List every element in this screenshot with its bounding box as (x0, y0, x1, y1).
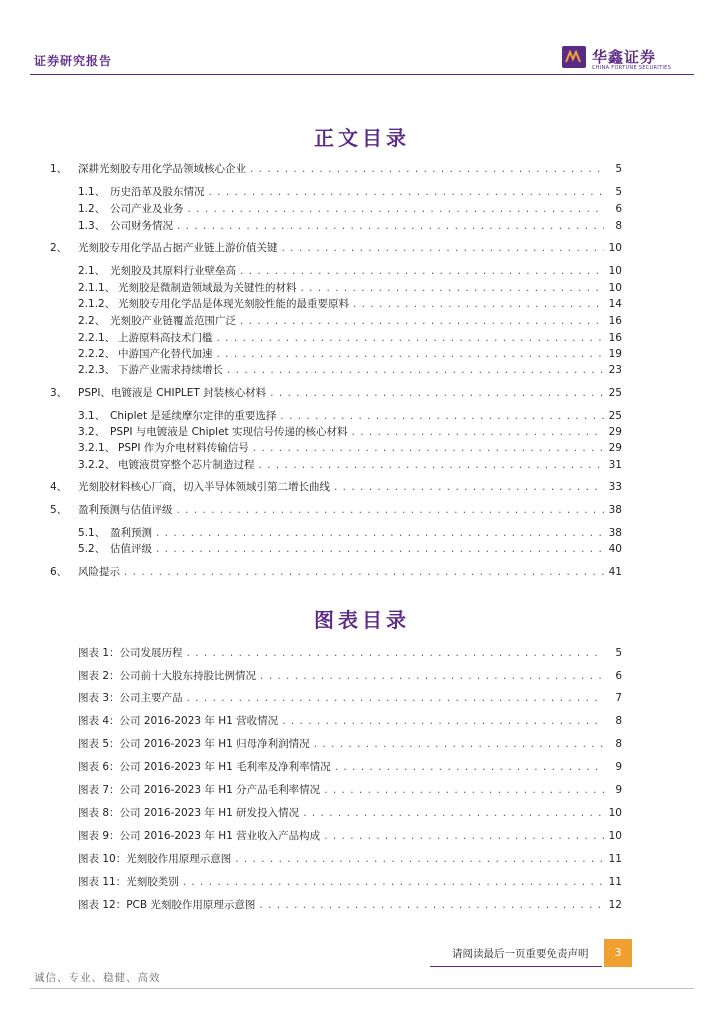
toc-entry-page: 8 (615, 220, 622, 232)
toc-entry-number: 2.1.1、 (78, 282, 116, 294)
toc-entry[interactable] (50, 385, 622, 400)
toc-entry-page: 38 (608, 504, 622, 516)
toc-entry[interactable] (50, 161, 622, 176)
toc-entry-number: 3.1、 (78, 410, 106, 422)
toc-leader (259, 459, 605, 471)
toc-entry-number: 1.3、 (78, 220, 106, 232)
figure-entry[interactable] (78, 736, 622, 751)
toc-leader (124, 566, 604, 578)
figure-entry-page: 10 (608, 830, 622, 842)
toc-leader (183, 876, 604, 888)
toc-entry-number: 2.2.3、 (78, 364, 116, 376)
figure-entry-page: 9 (615, 784, 622, 796)
toc-entry-number: 4、 (50, 481, 68, 493)
toc-leader (156, 543, 604, 555)
toc-entry-text: PSPI、电镀液是 CHIPLET 封装核心材料 (78, 387, 267, 399)
figure-entry-text: 图表 2：公司前十大股东持股比例情况 (78, 670, 257, 682)
toc-leader (260, 670, 604, 682)
toc-entry-text: 光刻胶专用化学品占据产业链上游价值关键 (78, 242, 278, 254)
toc-leader (177, 220, 604, 232)
figure-entry[interactable] (78, 668, 622, 683)
toc-entry-page: 41 (608, 566, 622, 578)
report-type-label: 证券研究报告 (34, 54, 113, 68)
figure-entry-text: 图表 11：光刻胶类别 (78, 876, 179, 888)
toc-entry[interactable] (50, 564, 622, 579)
toc-entry-page: 10 (608, 282, 622, 294)
toc-entry-number: 5.2、 (78, 543, 106, 555)
footer-divider (30, 988, 694, 989)
toc-leader (303, 807, 604, 819)
toc-leader (235, 853, 604, 865)
toc-entry[interactable] (78, 313, 622, 328)
toc-entry[interactable] (78, 263, 622, 278)
toc-entry-page: 40 (608, 543, 622, 555)
figure-entry-text: 图表 12：PCB 光刻胶作用原理示意图 (78, 899, 256, 911)
toc-entry-number: 5、 (50, 504, 68, 516)
toc-entry[interactable] (78, 346, 622, 361)
toc-entry-page: 23 (608, 364, 622, 376)
page-number-badge: 3 (604, 939, 632, 967)
toc-entry[interactable] (50, 240, 622, 255)
toc-entry[interactable] (78, 330, 622, 345)
toc-leader (352, 426, 604, 438)
toc-entry[interactable] (78, 525, 622, 540)
toc-entry-page: 14 (608, 298, 622, 310)
toc-leader (282, 715, 604, 727)
toc-leader (253, 442, 604, 454)
toc-entry-page: 10 (608, 242, 622, 254)
toc-leader (227, 364, 604, 376)
toc-entry-number: 1.2、 (78, 203, 106, 215)
toc-leader (187, 692, 604, 704)
toc-entry-text: 上游原料高技术门槛 (118, 332, 213, 344)
figure-entry-text: 图表 1：公司发展历程 (78, 647, 183, 659)
toc-entry-page: 25 (608, 410, 622, 422)
figure-entry[interactable] (78, 690, 622, 705)
toc-leader (270, 387, 604, 399)
figure-entry-text: 图表 8：公司 2016-2023 年 H1 研发投入情况 (78, 807, 300, 819)
figure-entry[interactable] (78, 759, 622, 774)
figure-entry[interactable] (78, 645, 622, 660)
toc-entry[interactable] (78, 457, 622, 472)
toc-entry-text: 中游国产化替代加速 (118, 348, 213, 360)
figure-entry-page: 8 (615, 715, 622, 727)
toc-entry-number: 2、 (50, 242, 68, 254)
toc-entry[interactable] (78, 184, 622, 199)
figure-entry-page: 12 (608, 899, 622, 911)
toc-entry-text: 盈利预测与估值评级 (78, 504, 173, 516)
toc-entry[interactable] (78, 424, 622, 439)
toc-entry[interactable] (78, 362, 622, 377)
toc-entry[interactable] (50, 502, 622, 517)
figure-entry[interactable] (78, 851, 622, 866)
toc-entry-number: 2.1.2、 (78, 298, 116, 310)
toc-entry-text: 光刻胶及其原料行业壁垒高 (110, 265, 236, 277)
toc-entry-text: 下游产业需求持续增长 (118, 364, 223, 376)
footer-slogan: 诚信、专业、稳健、高效 (34, 972, 161, 984)
toc-leader (353, 298, 604, 310)
toc-entry-text: 历史沿革及股东情况 (110, 186, 205, 198)
toc-leader (209, 186, 605, 198)
toc-entry[interactable] (78, 201, 622, 216)
figure-entry-page: 11 (608, 876, 622, 888)
toc-entry-number: 3.2.1、 (78, 442, 116, 454)
toc-entry[interactable] (78, 541, 622, 556)
figure-entry-text: 图表 6：公司 2016-2023 年 H1 毛利率及净利率情况 (78, 761, 331, 773)
figure-entry[interactable] (78, 828, 622, 843)
toc-entry-text: 盈利预测 (110, 527, 152, 539)
toc-entry-number: 2.2.1、 (78, 332, 116, 344)
toc-entry-text: 深耕光刻胶专用化学品领域核心企业 (78, 163, 246, 175)
toc-leader (324, 784, 604, 796)
figure-entry-text: 图表 5：公司 2016-2023 年 H1 归母净利润情况 (78, 738, 310, 750)
figures-title: 图表目录 (314, 608, 410, 632)
toc-leader (187, 647, 604, 659)
toc-entry-page: 6 (615, 203, 622, 215)
toc-leader (217, 332, 605, 344)
toc-entry-text: 公司产业及业务 (110, 203, 184, 215)
toc-entry-text: 光刻胶专用化学品是体现光刻胶性能的最重要原料 (118, 298, 349, 310)
toc-entry-page: 31 (608, 459, 622, 471)
toc-entry-page: 10 (608, 265, 622, 277)
toc-entry[interactable] (78, 218, 622, 233)
toc-entry-text: PSPI 与电镀液是 Chiplet 实现信号传递的核心材料 (110, 426, 348, 438)
toc-leader (250, 163, 604, 175)
toc-entry-text: 估值评级 (110, 543, 152, 555)
toc-entry-page: 25 (608, 387, 622, 399)
toc-leader (188, 203, 605, 215)
figure-entry-text: 图表 9：公司 2016-2023 年 H1 营业收入产品构成 (78, 830, 321, 842)
toc-entry-text: 风险提示 (78, 566, 120, 578)
figure-entry-page: 11 (608, 853, 622, 865)
toc-entry-text: 光刻胶材料核心厂商，切入半导体领域引第二增长曲线 (78, 481, 330, 493)
brand-name-cn: 华鑫证券 (592, 48, 657, 66)
figure-entry[interactable] (78, 782, 622, 797)
toc-entry-text: Chiplet 是延续摩尔定律的重要选择 (110, 410, 277, 422)
toc-entry[interactable] (78, 408, 622, 423)
toc-entry-text: PSPI 作为介电材料传输信号 (118, 442, 249, 454)
toc-entry[interactable] (50, 479, 622, 494)
toc-entry-text: 公司财务情况 (110, 220, 173, 232)
toc-leader (301, 282, 605, 294)
figure-entry[interactable] (78, 805, 622, 820)
figure-entry-page: 6 (615, 670, 622, 682)
figure-entry-page: 9 (615, 761, 622, 773)
figure-entry-text: 图表 10：光刻胶作用原理示意图 (78, 853, 232, 865)
toc-entry-text: 电镀液贯穿整个芯片制造过程 (118, 459, 255, 471)
toc-leader (334, 481, 604, 493)
toc-leader (217, 348, 605, 360)
figure-entry-page: 8 (615, 738, 622, 750)
figure-entry-text: 图表 3：公司主要产品 (78, 692, 183, 704)
toc-leader (280, 410, 604, 422)
toc-leader (240, 265, 604, 277)
toc-entry-number: 2.2、 (78, 315, 106, 327)
figure-entry-text: 图表 4：公司 2016-2023 年 H1 营收情况 (78, 715, 279, 727)
toc-entry[interactable] (78, 280, 622, 295)
figure-entry[interactable] (78, 897, 622, 912)
toc-entry-number: 3.2.2、 (78, 459, 116, 471)
toc-entry-number: 5.1、 (78, 527, 106, 539)
toc-entry-text: 光刻胶产业链覆盖范围广泛 (110, 315, 236, 327)
brand-mark-icon (562, 46, 586, 68)
toc-leader (324, 830, 604, 842)
toc-entry-page: 29 (608, 442, 622, 454)
figure-entry[interactable] (78, 874, 622, 889)
toc-entry-page: 29 (608, 426, 622, 438)
figure-entry-page: 7 (615, 692, 622, 704)
toc-leader (259, 899, 604, 911)
toc-entry-page: 5 (615, 186, 622, 198)
toc-entry-page: 5 (615, 163, 622, 175)
toc-entry[interactable] (78, 296, 622, 311)
toc-entry-page: 16 (608, 332, 622, 344)
toc-entry-number: 3.2、 (78, 426, 106, 438)
toc-leader (282, 242, 605, 254)
figure-entry-page: 10 (608, 807, 622, 819)
figure-entry-page: 5 (615, 647, 622, 659)
toc-leader (314, 738, 604, 750)
brand-logo (562, 46, 682, 74)
figure-entry-text: 图表 7：公司 2016-2023 年 H1 分产品毛利率情况 (78, 784, 321, 796)
toc-entry-page: 19 (608, 348, 622, 360)
toc-leader (240, 315, 604, 327)
toc-entry-page: 38 (608, 527, 622, 539)
toc-entry-number: 3、 (50, 387, 68, 399)
footer-disclaimer[interactable]: 请阅读最后一页重要免责声明 (452, 948, 589, 960)
toc-leader (335, 761, 604, 773)
toc-entry[interactable] (78, 440, 622, 455)
toc-entry-number: 2.2.2、 (78, 348, 116, 360)
toc-entry-number: 6、 (50, 566, 68, 578)
toc-entry-text: 光刻胶是微制造领域最为关键性的材料 (118, 282, 297, 294)
brand-name-en: CHINA FORTUNE SECURITIES (592, 65, 672, 71)
toc-entry-page: 16 (608, 315, 622, 327)
toc-leader (177, 504, 605, 516)
figure-entry[interactable] (78, 713, 622, 728)
toc-entry-number: 2.1、 (78, 265, 106, 277)
toc-leader (156, 527, 604, 539)
toc-entry-number: 1、 (50, 163, 68, 175)
toc-entry-page: 33 (608, 481, 622, 493)
header-divider (30, 74, 694, 75)
toc-entry-number: 1.1、 (78, 186, 106, 198)
toc-title: 正文目录 (314, 126, 410, 150)
